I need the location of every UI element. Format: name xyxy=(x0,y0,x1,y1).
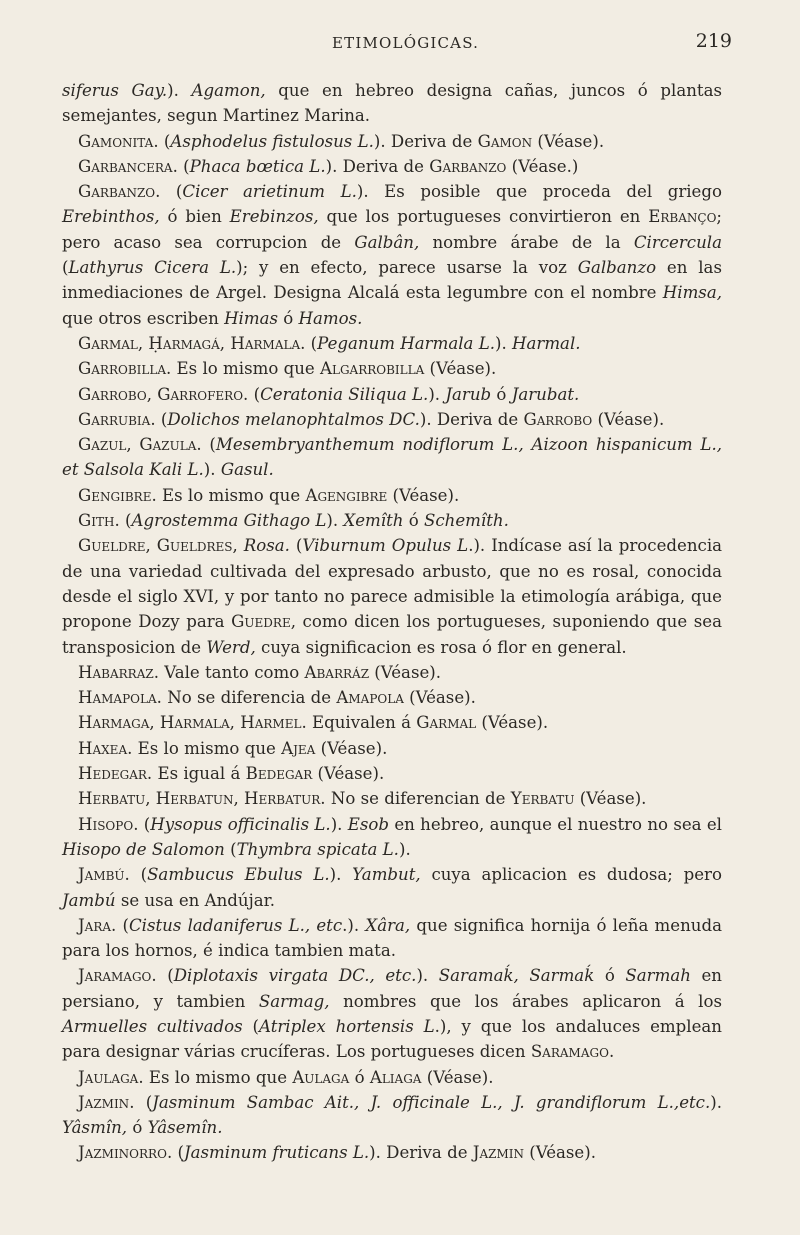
entry-text: , como dicen los portugueses, suponiendo que sea transposicion de xyxy=(62,612,722,657)
italic-term: Cicer arietinum L. xyxy=(182,182,357,202)
entry-text: ). Es posible que proceda del griego xyxy=(356,182,722,202)
dictionary-entry xyxy=(62,710,722,735)
dictionary-entry xyxy=(62,786,722,811)
headword: Garbanzo xyxy=(429,156,507,176)
entry-text: . ( xyxy=(300,333,318,353)
dictionary-entry xyxy=(62,913,722,964)
dictionary-entry xyxy=(62,407,722,432)
entry-text: . Es lo mismo que xyxy=(127,738,282,758)
italic-term: siferus Gay. xyxy=(62,81,168,100)
entry-text: (Véase.) xyxy=(506,156,579,176)
headword: Jaramago xyxy=(78,966,152,986)
entry-text: . ( xyxy=(155,182,183,202)
entry-text: (Véase). xyxy=(524,1143,597,1163)
italic-term: Atriplex hortensis L xyxy=(259,1016,435,1036)
headword: Garrubia xyxy=(78,409,151,429)
italic-term: Jasminum fruticans L. xyxy=(183,1143,370,1163)
entry-text: ). xyxy=(495,333,513,353)
headword: Garrobo xyxy=(523,409,593,429)
entry-text: ; pero acaso sea corrupcion de xyxy=(62,207,722,252)
page-number: 219 xyxy=(695,30,732,52)
headword: Habarraz xyxy=(78,662,154,682)
headword: Jazminorro xyxy=(78,1143,167,1163)
headword: Hamapola xyxy=(78,688,157,708)
dictionary-entry xyxy=(62,382,722,407)
entry-text: ). xyxy=(330,814,348,834)
italic-term: Viburnum Opulus L xyxy=(302,536,469,556)
italic-term: Hamos. xyxy=(298,308,363,328)
italic-term: Erebinzos, xyxy=(229,207,319,227)
entry-text: (Véase). xyxy=(315,738,388,758)
headword: Gamon xyxy=(477,131,533,151)
italic-term: Armuelles cultivados xyxy=(62,1016,243,1036)
headword: Jara xyxy=(78,915,112,935)
headword: Hedegar xyxy=(78,764,147,784)
italic-term: Hisopo de Salomon xyxy=(62,839,225,859)
italic-term: Werd, xyxy=(206,637,256,657)
entry-text: ). xyxy=(329,865,353,885)
entry-text: . ( xyxy=(114,511,132,531)
italic-term: Jambú xyxy=(62,890,116,910)
italic-term: Xemîth xyxy=(343,511,404,531)
entry-text: . Es igual á xyxy=(146,764,246,784)
entry-text: que los portugueses convirtieron en xyxy=(318,207,649,227)
headword: Gazul, Gazula xyxy=(78,435,197,455)
entry-text: ). xyxy=(167,81,192,100)
headword: Garbancera xyxy=(78,156,173,176)
entry-text: nombre árabe de la xyxy=(419,232,634,252)
italic-term: Gasul. xyxy=(220,460,274,480)
dictionary-entry xyxy=(62,1065,722,1090)
entry-text: , xyxy=(232,536,244,556)
dictionary-entry xyxy=(62,432,722,483)
entry-text: .). xyxy=(342,915,366,935)
dictionary-entry xyxy=(62,761,722,786)
entry-text: . ( xyxy=(133,814,151,834)
entry-text: . ( xyxy=(111,915,129,935)
italic-term: Jarub xyxy=(445,384,492,404)
italic-term: Circercula xyxy=(633,232,722,252)
headword: Aliaga xyxy=(369,1067,422,1087)
entry-text: cuya significacion es rosa ó flor en general. xyxy=(255,637,627,657)
italic-term: Agrostemma Githago L xyxy=(131,511,327,531)
italic-term: Rosa. xyxy=(243,536,290,556)
italic-term: Mesembryanthemum nodiflorum L., Aizoon hispanicum L., et Salsola Kali L. xyxy=(62,435,722,480)
entry-text: ( xyxy=(224,839,237,859)
dictionary-entry xyxy=(62,1090,722,1141)
entry-text: . ( xyxy=(153,131,171,151)
italic-term: Yâsmîn, xyxy=(62,1118,128,1138)
headword: Haxea xyxy=(78,738,128,758)
dictionary-entry xyxy=(62,736,722,761)
headword: Erbanço xyxy=(648,207,717,227)
entry-text: ). xyxy=(203,460,221,480)
headword: Aulaga xyxy=(292,1067,350,1087)
entry-text: en persiano, y tambien xyxy=(62,966,722,1011)
entry-text: . No se diferencia de xyxy=(156,688,337,708)
entry-text: ( xyxy=(289,536,303,556)
italic-term: Himas xyxy=(224,308,278,328)
page-header xyxy=(62,30,732,70)
dictionary-entry xyxy=(62,331,722,356)
entry-text: . ( xyxy=(151,966,174,986)
entry-text: . Vale tanto como xyxy=(153,662,305,682)
dictionary-entry xyxy=(62,179,722,331)
entry-text: ). Deriva de xyxy=(325,156,430,176)
dictionary-entry xyxy=(62,356,722,381)
dictionary-entry xyxy=(62,685,722,710)
entry-text: (Véase). xyxy=(574,789,647,809)
headword: Ajea xyxy=(281,738,316,758)
italic-term: Saramaḱ, Sarmaḱ xyxy=(438,966,595,986)
dictionary-entry xyxy=(62,1140,722,1165)
entry-text: ). xyxy=(398,839,411,859)
italic-term: Ceratonia Siliqua L. xyxy=(260,384,429,404)
headword: Agengibre xyxy=(305,485,388,505)
dictionary-entry xyxy=(62,812,722,863)
italic-term: Phaca bœtica L. xyxy=(189,156,326,176)
entry-text: ); y en efecto, parece usarse la voz xyxy=(236,258,578,278)
entry-text: .). Indícase así la procedencia de una variedad cultivada del expresado arbusto, que no es rosal, conocida desde el siglo XVI, y por tanto no parece admisible la etimología arábiga, que propone Dozy para xyxy=(62,536,723,632)
entry-text: . ( xyxy=(129,1092,153,1112)
headword: Hisopo xyxy=(78,814,134,834)
entry-text: ). xyxy=(326,511,344,531)
entry-text: que significa hornija ó leña menuda para los hornos, é indica tambien mata. xyxy=(62,915,722,961)
italic-term: Sarmah xyxy=(625,966,691,986)
dictionary-entry xyxy=(62,483,722,508)
dictionary-entry xyxy=(62,533,722,659)
italic-term: Diplotaxis virgata DC., etc. xyxy=(173,966,417,986)
entry-text: ). Deriva de xyxy=(419,409,524,429)
headword: Jazmin xyxy=(472,1143,524,1163)
entry-text: ). Deriva de xyxy=(369,1143,473,1163)
headword: Bedegar xyxy=(245,764,313,784)
italic-term: Lathyrus Cicera L. xyxy=(68,258,237,278)
headword: Gueldre, Gueldres xyxy=(78,536,233,556)
italic-term: Galbân, xyxy=(354,232,420,252)
entry-text: en las inmediaciones de Argel. Designa Alcalá esta legumbre con el nombre xyxy=(62,258,722,303)
dictionary-entry xyxy=(62,508,722,533)
entry-text: nombres que los árabes aplicaron á los xyxy=(329,991,722,1011)
entry-text: . No se diferencian de xyxy=(320,789,511,809)
headword: Guedre xyxy=(231,612,291,632)
italic-term: Esob xyxy=(347,814,390,834)
entry-text: ). xyxy=(428,384,446,404)
dictionary-entry xyxy=(62,129,722,154)
italic-term: Sambucus Ebulus L. xyxy=(147,865,330,885)
entry-text: (Véase). xyxy=(387,485,460,505)
headword: Garrobo, Garrofero xyxy=(78,384,244,404)
entry-text: (Véase). xyxy=(312,764,385,784)
entry-text: que en hebreo designa cañas, juncos ó plantas semejantes, segun Martinez Marina. xyxy=(62,81,722,126)
headword: Herbatu, Herbatun, Herbatur xyxy=(78,789,321,809)
italic-term: Jarubat. xyxy=(511,384,580,404)
italic-term: Schemîth. xyxy=(424,511,509,531)
dictionary-entry xyxy=(62,660,722,685)
headword: Gith xyxy=(78,511,115,531)
entry-text: . ( xyxy=(166,1143,184,1163)
italic-term: Agamon, xyxy=(191,81,266,100)
entry-text: (Véase). xyxy=(476,713,549,733)
italic-term: Galbanzo xyxy=(577,258,657,278)
entry-text: . ( xyxy=(172,156,190,176)
dictionary-entry xyxy=(62,862,722,913)
headword: Algarrobilla xyxy=(320,359,425,379)
italic-term: Hysopus officinalis L. xyxy=(150,814,331,834)
entry-text: ( xyxy=(242,1016,260,1036)
dictionary-entry xyxy=(62,154,722,179)
entry-text: ó xyxy=(349,1067,370,1087)
italic-term: Asphodelus fistulosus L. xyxy=(170,131,374,151)
headword: Saramago xyxy=(530,1042,609,1062)
italic-term: Xâra, xyxy=(365,915,411,935)
entry-text: . Es lo mismo que xyxy=(151,485,306,505)
entry-text: . Equivalen á xyxy=(301,713,417,733)
entry-text: ( xyxy=(62,258,69,278)
dictionary-entry xyxy=(62,78,722,129)
italic-term: Harmal. xyxy=(512,333,581,353)
italic-term: Dolichos melanophtalmos DC. xyxy=(167,409,420,429)
entry-text: . ( xyxy=(243,384,261,404)
entry-text: ). xyxy=(710,1092,722,1112)
headword: Abarráz xyxy=(304,662,370,682)
italic-term: Thymbra spicata L. xyxy=(236,839,399,859)
entry-text: cuya aplicacion es dudosa; pero xyxy=(420,865,722,885)
entry-text: en hebreo, aunque el nuestro no sea el xyxy=(389,814,722,834)
entry-text: ó xyxy=(403,511,424,531)
italic-term: Erebinthos, xyxy=(62,207,160,227)
entry-text: ó xyxy=(594,966,626,986)
entry-text: (Véase). xyxy=(369,662,442,682)
entry-text: . ( xyxy=(196,435,216,455)
entry-text: (Véase). xyxy=(424,359,497,379)
headword: Garmal, Ḥarmagá, Harmala xyxy=(78,333,301,353)
entry-text: (Véase). xyxy=(532,131,605,151)
italic-term: Cistus ladaniferus L., etc xyxy=(128,915,343,935)
entry-text: . Es lo mismo que xyxy=(166,359,320,379)
headword: Harmaga, Harmala, Harmel xyxy=(78,713,302,733)
entry-text: se usa en Andújar. xyxy=(115,890,276,910)
entry-text: ó xyxy=(127,1118,148,1138)
headword: Yerbatu xyxy=(510,789,575,809)
headword: Gamonita xyxy=(78,131,154,151)
entry-text: ó bien xyxy=(159,207,230,227)
entry-text: . Es lo mismo que xyxy=(138,1067,293,1087)
entry-text: . ( xyxy=(124,865,148,885)
headword: Jaulaga xyxy=(78,1067,139,1087)
headword: Garmal xyxy=(416,713,477,733)
headword: Jambú xyxy=(78,865,125,885)
entry-text: (Véase). xyxy=(421,1067,494,1087)
italic-term: Sarmag, xyxy=(258,991,330,1011)
italic-term: Yâsemîn. xyxy=(147,1118,223,1138)
italic-term: Jasminum Sambac Ait., J. officinale L., J. grandiflorum L.,etc. xyxy=(152,1092,711,1112)
headword: Amapola xyxy=(336,688,404,708)
dictionary-entry xyxy=(62,963,722,1064)
entry-text: que otros escriben xyxy=(62,308,225,328)
entry-text: . ( xyxy=(150,409,168,429)
headword: Garrobilla xyxy=(78,359,166,379)
italic-term: Yambut, xyxy=(352,865,421,885)
headword: Gengibre xyxy=(78,485,152,505)
entry-text: ó xyxy=(491,384,512,404)
entry-text: ó xyxy=(277,308,299,328)
entry-text: (Véase). xyxy=(403,688,476,708)
entry-text: ). xyxy=(416,966,439,986)
running-title: ETIMOLÓGICAS. xyxy=(332,34,480,52)
italic-term: Peganum Harmala L. xyxy=(317,333,495,353)
headword: Jazmin xyxy=(78,1092,130,1112)
entry-text: (Véase). xyxy=(592,409,665,429)
entry-text: .), y que los andaluces emplean para designar várias crucíferas. Los portugueses dicen xyxy=(62,1016,722,1062)
dictionary-text xyxy=(62,78,722,1166)
headword: Garbanzo xyxy=(78,182,156,202)
italic-term: Himsa, xyxy=(662,283,722,303)
entry-text: . xyxy=(608,1042,615,1062)
entry-text: ). Deriva de xyxy=(373,131,478,151)
